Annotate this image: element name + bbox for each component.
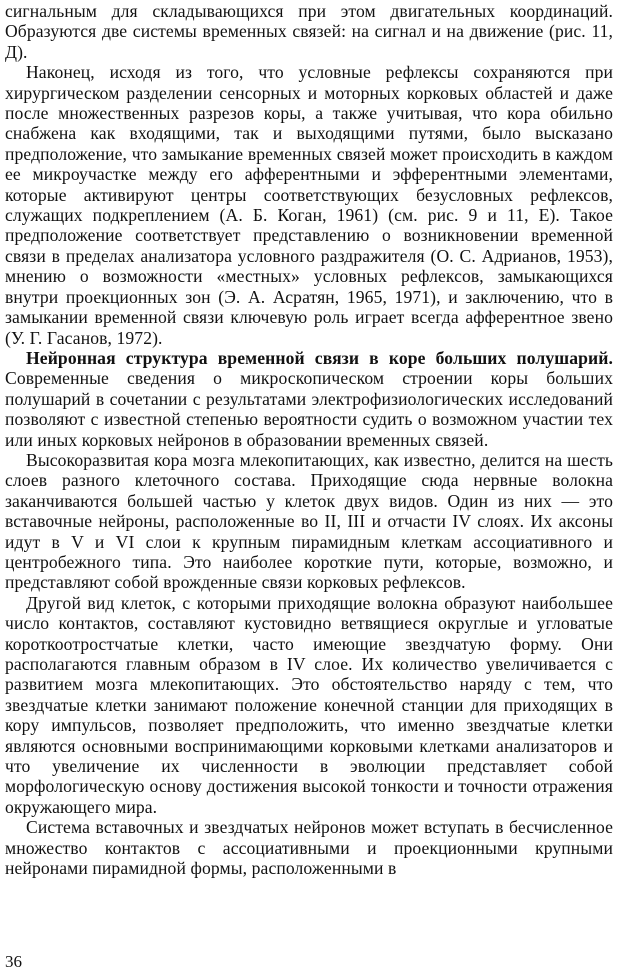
paragraph-4-text: Высокоразвитая кора мозга млекопитающих, как известно, делится на шесть слоев разного клеточного состава. Приходящие сюда нервные волокна заканчиваются большей частью у клеток двух видов. Один из них — это вставочные нейроны, расположенные во II, III и отчасти IV слоях. Их аксоны идут в V и VI слои к крупным пирамидным клеткам ассоциативного и центробежного типа. Это наиболее короткие пути, которые, возможно, и представляют собой врожденные связи корковых рефлексов.: [5, 449, 613, 593]
section-heading: Нейронная структура временной связи в коре больших полушарий.: [26, 347, 613, 368]
paragraph-4: [5, 450, 613, 593]
paragraph-1: [5, 1, 613, 62]
paragraph-3-text: Современные сведения о микроскопическом строении коры больших полушарий в сочетании с результатами электрофизиологических исследований позволяют с известной степенью вероятности судить о возможном участии тех или иных корковых нейронов в образовании временных связей.: [5, 368, 613, 450]
paragraph-5: [5, 593, 613, 817]
paragraph-5-text: Другой вид клеток, с которыми приходящие волокна образуют наибольшее число контактов, составляют кустовидно ветвящиеся округлые и угловатые короткоотростчатые клетки, часто имеющие звездчатую форму. Они располагаются главным образом в IV слое. Их количество увеличивается с развитием мозга млекопитающих. Это обстоятельство наряду с тем, что звездчатые клетки занимают положение конечной станции для приходящих в кору импульсов, позволяет предположить, что именно звездчатые клетки являются основными воспринимающими корковыми клетками анализаторов и что увеличение их численности в эволюции представляет собой морфологическую основу достижения высокой тонкости и точности отражения окружающего мира.: [5, 592, 613, 817]
paragraph-2-text: Наконец, исходя из того, что условные рефлексы сохраняются при хирургическом разделении сенсорных и моторных корковых областей и даже после множественных разрезов коры, а также учитывая, что кора обильно снабжена как входящими, так и выходящими путями, было высказано предположение, что замыкание временных связей может происходить в каждом ее микроучастке между его афферентными и эфферентными элементами, которые активируют центры соответствующих безусловных рефлексов, служащих подкреплением (А. Б. Коган, 1961) (см. рис. 9 и 11, Е). Такое предположение соответствует представлению о возникновении временной связи в пределах анализатора условного раздражителя (О. С. Адрианов, 1953), мнению о возможности «местных» условных рефлексов, замыкающихся внутри проекционных зон (Э. А. Асратян, 1965, 1971), и заключению, что в замыкании временной связи ключевую роль играет всегда афферентное звено (У. Г. Гасанов, 1972).: [5, 62, 613, 348]
paragraph-1-text: сигнальным для складывающихся при этом двигательных координаций. Образуются две системы временных связей: на сигнал и на движение (рис. 11, Д).: [5, 1, 613, 62]
page-number: 36: [5, 952, 22, 971]
paragraph-2: [5, 62, 613, 348]
paragraph-6: [5, 817, 613, 878]
paragraph-6-text: Система вставочных и звездчатых нейронов может вступать в бесчисленное множество контактов с ассоциативными и проекционными крупными нейронами пирамидной формы, расположенными в: [5, 817, 613, 879]
paragraph-3: [5, 348, 613, 450]
